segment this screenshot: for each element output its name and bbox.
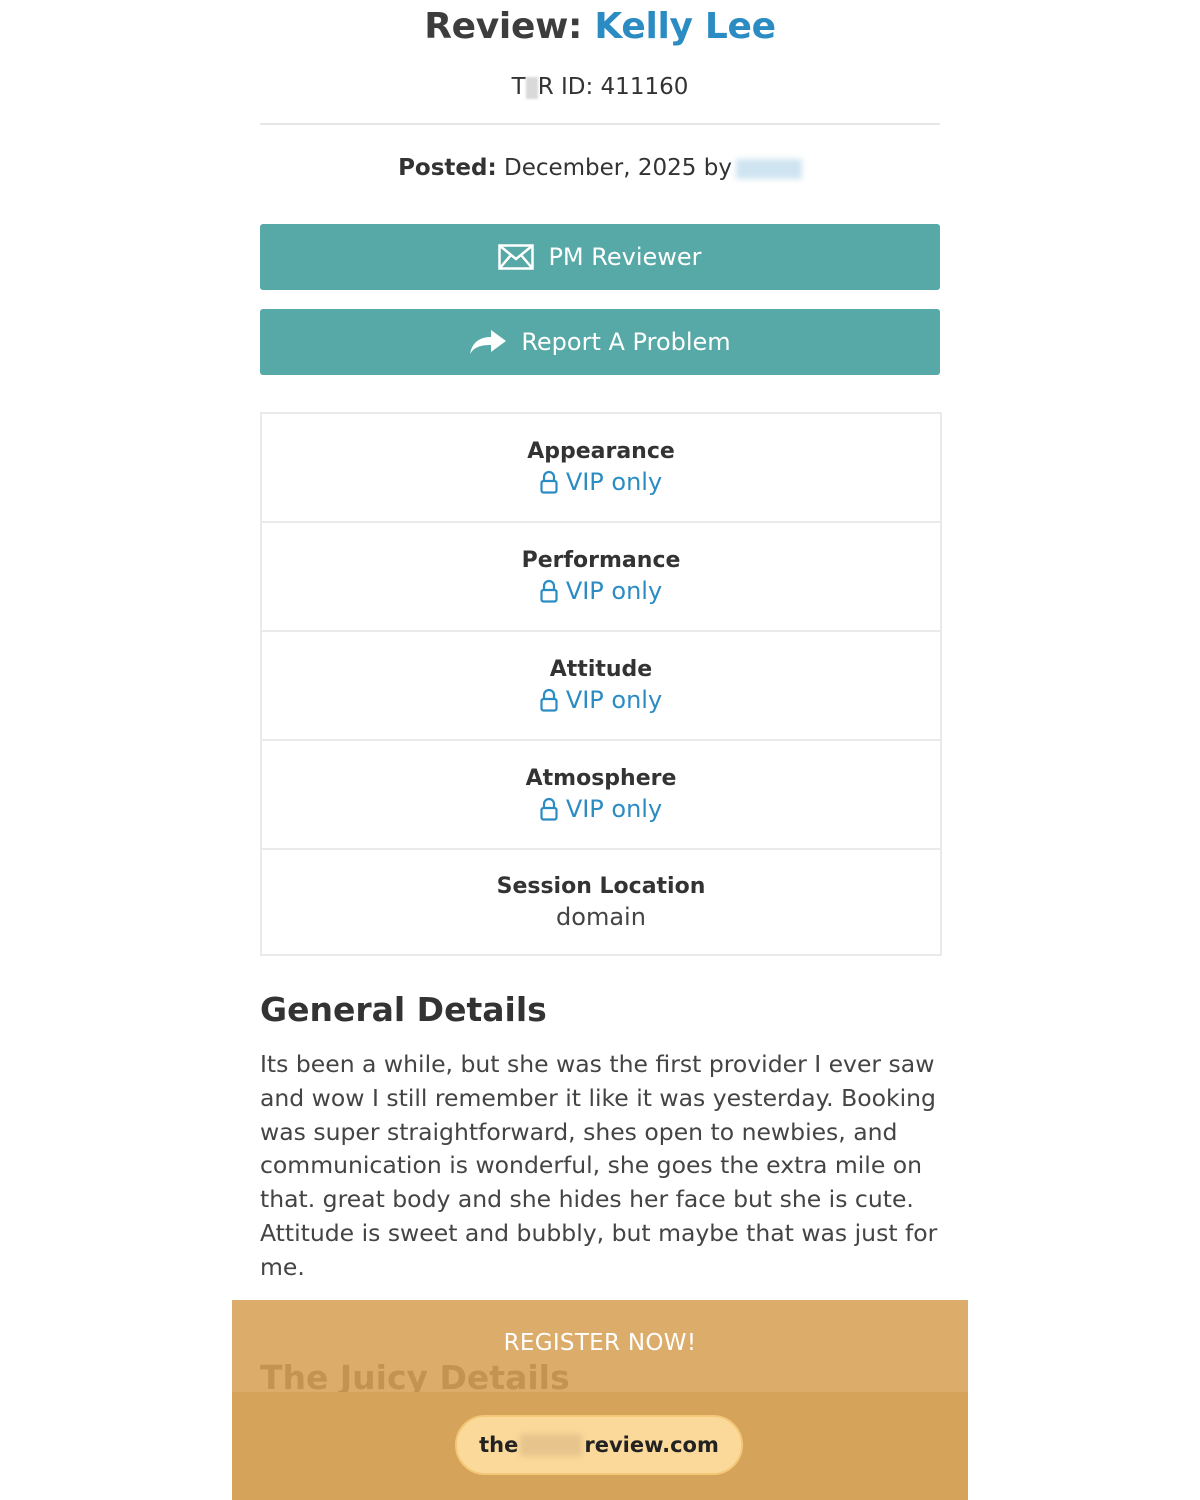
rating-row-performance: [262, 523, 940, 632]
provider-name-link[interactable]: Kelly Lee: [594, 6, 776, 47]
review-id: [232, 74, 968, 100]
report-problem-button[interactable]: [260, 309, 940, 375]
redacted-username: [736, 159, 802, 179]
rating-value: VIP only: [565, 468, 663, 496]
lock-icon: [540, 797, 558, 821]
share-arrow-icon: [469, 329, 507, 355]
browser-url-bar[interactable]: [455, 1415, 743, 1475]
header-divider: [260, 123, 940, 125]
vip-only-link[interactable]: [540, 686, 662, 714]
review-id-prefix: T: [511, 74, 526, 100]
review-text-line: was super straightforward, shes open to newbies, and: [260, 1117, 898, 1146]
rating-label: Attitude: [549, 657, 653, 682]
general-details-heading: General Details: [260, 990, 547, 1029]
title-prefix: Review:: [424, 6, 583, 47]
review-text-line: and wow I still remember it like it was yesterday. Booking: [260, 1083, 936, 1112]
ratings-table: [260, 412, 942, 956]
rating-row-atmosphere: [262, 741, 940, 850]
general-details-text: [260, 1048, 940, 1285]
lock-icon: [540, 579, 558, 603]
review-text-line: Its been a while, but she was the first provider I ever saw: [260, 1050, 935, 1078]
pm-reviewer-label: PM Reviewer: [548, 243, 702, 271]
url-suffix: review.com: [584, 1433, 719, 1457]
lock-icon: [540, 688, 558, 712]
lock-icon: [540, 470, 558, 494]
url-prefix: the: [479, 1433, 519, 1457]
rating-value: VIP only: [565, 577, 663, 605]
page-title: [232, 6, 968, 47]
report-problem-label: Report A Problem: [521, 328, 731, 356]
review-text-line: that. great body and she hides her face but she is cute.: [260, 1185, 914, 1214]
rating-value: VIP only: [565, 795, 663, 823]
vip-only-link[interactable]: [540, 795, 662, 823]
rating-label: Atmosphere: [525, 766, 677, 791]
redacted-char: [526, 77, 538, 99]
vip-only-link[interactable]: [540, 468, 662, 496]
vip-only-link[interactable]: [540, 577, 662, 605]
rating-label: Session Location: [496, 873, 706, 899]
posted-line: [232, 155, 968, 181]
rating-value: VIP only: [565, 686, 663, 714]
register-now-link[interactable]: REGISTER NOW!: [503, 1330, 697, 1356]
posted-label: Posted:: [398, 155, 497, 181]
review-text-line: communication is wonderful, she goes the extra mile on: [260, 1151, 923, 1180]
rating-row-attitude: [262, 632, 940, 741]
session-location-value: domain: [556, 902, 646, 931]
page-column: [232, 0, 968, 1500]
rating-label: Performance: [521, 548, 681, 573]
review-text-line: me.: [260, 1252, 305, 1281]
review-text-line: Attitude is sweet and bubbly, but maybe that was just for: [260, 1218, 938, 1247]
rating-row-session-location: [262, 850, 940, 954]
posted-date: December, 2025 by: [503, 155, 732, 181]
envelope-icon: [498, 244, 534, 270]
rating-row-appearance: [262, 414, 940, 523]
pm-reviewer-button[interactable]: [260, 224, 940, 290]
redacted-domain: [520, 1434, 582, 1456]
review-id-suffix: R ID: 411160: [537, 74, 689, 100]
rating-label: Appearance: [527, 439, 675, 464]
